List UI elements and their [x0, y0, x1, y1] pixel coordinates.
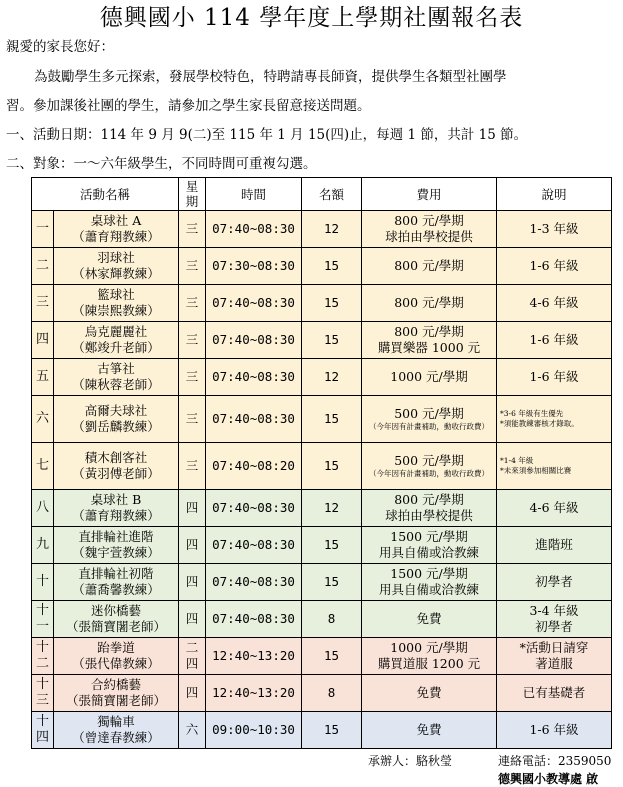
club-name: 羽球社 [97, 250, 135, 265]
fee-cell: 免費 [362, 675, 497, 712]
club-cell [54, 712, 179, 749]
club-teacher: （曾達春教練） [72, 730, 160, 745]
row-index-1: 十 [35, 714, 49, 729]
fee-cell: 800 元/學期 [362, 285, 497, 322]
club-teacher: （黃羽傅老師） [72, 466, 160, 481]
fee-cell [362, 396, 497, 443]
note-small-1: *1-4 年級 [500, 456, 534, 465]
note-cell: 1-6 年級 [497, 359, 612, 396]
note-line-1: *活動日請穿 [519, 640, 589, 655]
table-row [32, 211, 612, 248]
club-name: 桌球社 B [90, 492, 142, 507]
activity-period: 一、活動日期：114 年 9 月 9(二)至 115 年 1 月 15(四)止，每週 1 節，共計 15 節。 [6, 127, 528, 143]
fee-line-1: 1000 元/學期 [390, 640, 468, 655]
table-row [32, 601, 612, 638]
time-cell: 07:40~08:30 [206, 396, 302, 443]
row-index: 八 [32, 490, 54, 527]
day-cell [179, 638, 206, 675]
club-teacher: （張代偉教練） [72, 656, 160, 671]
note-cell [497, 638, 612, 675]
fee-cell: 免費 [362, 601, 497, 638]
club-name: 直排輪社初階 [78, 566, 154, 581]
quota-cell: 15 [302, 396, 362, 443]
table-row [32, 527, 612, 564]
row-index-2: 一 [35, 619, 49, 634]
quota-cell: 12 [302, 359, 362, 396]
time-cell: 07:40~08:30 [206, 490, 302, 527]
fee-cell [362, 322, 497, 359]
note-cell [497, 396, 612, 443]
quota-cell: 8 [302, 601, 362, 638]
day-cell: 三 [179, 248, 206, 285]
note-small-2: *須能教練審核才錄取。 [500, 419, 579, 428]
time-cell: 07:40~08:30 [206, 601, 302, 638]
quota-cell: 15 [302, 638, 362, 675]
day-cell: 三 [179, 211, 206, 248]
fee-line-1: 800 元/學期 [394, 492, 464, 507]
table-row [32, 248, 612, 285]
note-cell [497, 601, 612, 638]
club-cell [54, 601, 179, 638]
quota-cell: 12 [302, 211, 362, 248]
day-cell: 三 [179, 285, 206, 322]
club-teacher: （陳崇熙教練） [72, 303, 160, 318]
row-index [32, 638, 54, 675]
day-line-1: 二 [185, 640, 199, 655]
row-index: 十 [32, 564, 54, 601]
fee-line-2: 購買道服 1200 元 [377, 656, 481, 671]
club-name: 積木創客社 [84, 450, 148, 465]
club-name: 古箏社 [97, 361, 135, 376]
club-teacher: （林家輝教練） [72, 266, 160, 281]
row-index-1: 十 [35, 603, 49, 618]
row-index [32, 675, 54, 712]
club-table [31, 177, 612, 749]
quota-cell: 15 [302, 712, 362, 749]
fee-line-1: 800 元/學期 [394, 213, 464, 228]
header-name: 活動名稱 [32, 178, 179, 211]
club-teacher: （陳秋蓉老師） [72, 377, 160, 392]
day-cell: 三 [179, 443, 206, 490]
club-teacher: （蕭喬馨教練） [72, 582, 160, 597]
fee-cell [362, 443, 497, 490]
row-index: 六 [32, 396, 54, 443]
day-cell: 三 [179, 359, 206, 396]
club-cell [54, 396, 179, 443]
note-cell: 1-6 年級 [497, 248, 612, 285]
row-index [32, 712, 54, 749]
header-quota: 名額 [302, 178, 362, 211]
header-fee: 費用 [362, 178, 497, 211]
row-index [32, 601, 54, 638]
table-row [32, 490, 612, 527]
row-index-1: 十 [35, 640, 49, 655]
intro-line-1: 為鼓勵學生多元探索，發展學校特色，特聘請專長師資，提供學生各類型社團學 [34, 69, 507, 85]
club-name: 桌球社 A [90, 213, 142, 228]
quota-cell: 15 [302, 248, 362, 285]
table-row [32, 638, 612, 675]
day-cell: 三 [179, 396, 206, 443]
club-name: 籃球社 [97, 287, 135, 302]
header-day-text: 星期 [185, 179, 199, 209]
table-row [32, 675, 612, 712]
club-teacher: （蕭育翔教練） [72, 508, 160, 523]
club-cell [54, 564, 179, 601]
row-index-2: 三 [35, 693, 49, 708]
time-cell: 07:40~08:30 [206, 211, 302, 248]
day-cell: 六 [179, 712, 206, 749]
row-index: 四 [32, 322, 54, 359]
time-cell: 12:40~13:20 [206, 638, 302, 675]
fee-cell [362, 564, 497, 601]
fee-line-2: 球拍由學校提供 [385, 229, 473, 244]
note-cell [497, 443, 612, 490]
note-cell: 1-6 年級 [497, 322, 612, 359]
club-name: 獨輪車 [97, 714, 135, 729]
club-name: 跆拳道 [97, 640, 135, 655]
day-cell: 三 [179, 322, 206, 359]
row-index: 九 [32, 527, 54, 564]
note-line-2: 著道服 [535, 656, 573, 671]
club-cell [54, 490, 179, 527]
table-row [32, 396, 612, 443]
note-cell: 1-6 年級 [497, 712, 612, 749]
note-cell: 已有基礎者 [497, 675, 612, 712]
day-cell: 四 [179, 490, 206, 527]
greeting: 親愛的家長您好： [6, 39, 114, 55]
table-row [32, 359, 612, 396]
quota-cell: 15 [302, 443, 362, 490]
header-note: 說明 [497, 178, 612, 211]
page-title: 德興國小 114 學年度上學期社團報名表 [99, 5, 524, 31]
club-name: 高爾夫球社 [84, 403, 148, 418]
club-cell [54, 443, 179, 490]
note-cell: 1-3 年級 [497, 211, 612, 248]
time-cell: 07:30~08:30 [206, 248, 302, 285]
time-cell: 07:40~08:30 [206, 359, 302, 396]
club-teacher: （劉岳麟教練） [72, 419, 160, 434]
note-cell: 初學者 [497, 564, 612, 601]
club-name: 直排輪社進階 [78, 529, 154, 544]
fee-line-1: 500 元/學期 [394, 406, 464, 422]
note-line-1: 3-4 年級 [529, 603, 579, 618]
fee-small-note: （今年因有計畫補助，動收行政費） [369, 469, 490, 479]
club-teacher: （魏宇萱教練） [72, 545, 160, 560]
club-cell [54, 359, 179, 396]
time-cell: 12:40~13:20 [206, 675, 302, 712]
row-index: 二 [32, 248, 54, 285]
organizer: 承辦人：駱秋瑩 [368, 754, 453, 768]
fee-line-2: 購買樂器 1000 元 [377, 340, 481, 355]
fee-cell [362, 211, 497, 248]
row-index-2: 二 [35, 656, 49, 671]
quota-cell: 15 [302, 527, 362, 564]
day-cell: 四 [179, 527, 206, 564]
table-row [32, 712, 612, 749]
fee-cell: 1000 元/學期 [362, 359, 497, 396]
club-name: 迷你橋藝 [91, 603, 142, 618]
time-cell: 07:40~08:30 [206, 564, 302, 601]
intro-line-2: 習。參加課後社團的學生，請參加之學生家長留意接送問題。 [6, 98, 371, 114]
club-name: 合約橋藝 [91, 677, 142, 692]
club-teacher: （張簡寶闍老師） [66, 693, 167, 708]
club-teacher: （鄭竣升老師） [72, 340, 160, 355]
club-cell [54, 638, 179, 675]
fee-cell [362, 490, 497, 527]
club-cell [54, 285, 179, 322]
header-time: 時間 [206, 178, 302, 211]
time-cell: 07:40~08:30 [206, 285, 302, 322]
club-cell [54, 248, 179, 285]
time-cell: 07:40~08:20 [206, 443, 302, 490]
note-small-2: *未來須參加相關比賽 [500, 466, 572, 475]
row-index: 三 [32, 285, 54, 322]
note-cell: 4-6 年級 [497, 490, 612, 527]
club-cell [54, 675, 179, 712]
fee-line-1: 500 元/學期 [394, 453, 464, 469]
fee-cell [362, 527, 497, 564]
header-day [179, 178, 206, 211]
fee-small-note: （今年因有計畫補助，動收行政費） [369, 422, 490, 432]
club-cell [54, 211, 179, 248]
target-audience: 二、對象：一～六年級學生，不同時間可重複勾選。 [6, 156, 317, 172]
row-index-2: 四 [35, 730, 49, 745]
department-signature: 德興國小教導處 啟 [498, 772, 599, 786]
note-cell: 4-6 年級 [497, 285, 612, 322]
quota-cell: 12 [302, 490, 362, 527]
club-cell [54, 322, 179, 359]
fee-line-2: 球拍由學校提供 [385, 508, 473, 523]
table-row [32, 322, 612, 359]
day-cell: 四 [179, 675, 206, 712]
fee-line-1: 800 元/學期 [394, 324, 464, 339]
note-small-1: *3-6 年級有生優先 [500, 409, 564, 418]
row-index-1: 十 [35, 677, 49, 692]
note-line-2: 初學者 [535, 619, 573, 634]
fee-cell: 800 元/學期 [362, 248, 497, 285]
club-name: 烏克麗麗社 [84, 324, 148, 339]
table-header-row [32, 178, 612, 211]
row-index: 一 [32, 211, 54, 248]
fee-cell: 免費 [362, 712, 497, 749]
quota-cell: 15 [302, 564, 362, 601]
quota-cell: 15 [302, 322, 362, 359]
note-cell: 進階班 [497, 527, 612, 564]
fee-line-1: 1500 元/學期 [390, 566, 468, 581]
time-cell: 07:40~08:30 [206, 322, 302, 359]
club-teacher: （蕭育翔教練） [72, 229, 160, 244]
fee-line-2: 用具自備或洽教練 [379, 582, 480, 597]
club-teacher: （張簡寶闍老師） [66, 619, 167, 634]
time-cell: 09:00~10:30 [206, 712, 302, 749]
fee-line-1: 1500 元/學期 [390, 529, 468, 544]
table-row [32, 564, 612, 601]
fee-cell [362, 638, 497, 675]
contact-phone: 連絡電話：2359050 [498, 754, 612, 768]
row-index: 七 [32, 443, 54, 490]
day-cell: 四 [179, 564, 206, 601]
day-line-2: 四 [185, 656, 199, 671]
quota-cell: 8 [302, 675, 362, 712]
day-cell: 四 [179, 601, 206, 638]
table-row [32, 285, 612, 322]
row-index: 五 [32, 359, 54, 396]
club-cell [54, 527, 179, 564]
fee-line-2: 用具自備或洽教練 [379, 545, 480, 560]
time-cell: 07:40~08:30 [206, 527, 302, 564]
table-row [32, 443, 612, 490]
quota-cell: 15 [302, 285, 362, 322]
